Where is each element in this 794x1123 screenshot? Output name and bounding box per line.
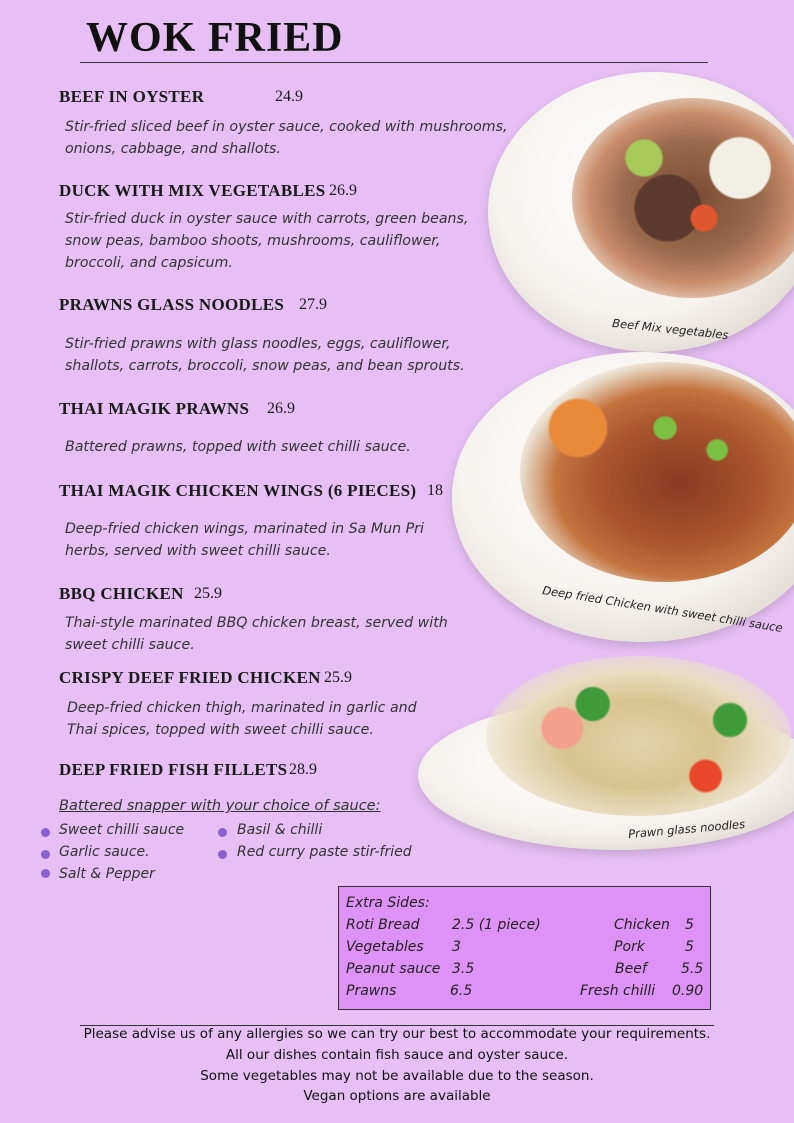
side-name: Chicken: [614, 917, 670, 933]
photo-caption: Deep fried Chicken with sweet chilli sauce: [541, 583, 784, 635]
footer-line: All our dishes contain fish sauce and oyster sauce.: [225, 1047, 569, 1063]
menu-item-name: DUCK WITH MIX VEGETABLES: [59, 181, 326, 200]
footer-line: Some vegetables may not be available due to the season.: [200, 1068, 594, 1084]
photo-caption: Beef Mix vegetables: [611, 315, 730, 343]
side-name: Pork: [614, 939, 645, 955]
side-name: Peanut sauce: [346, 961, 441, 977]
side-price: 3: [452, 939, 461, 955]
menu-item-name: THAI MAGIK CHICKEN WINGS (6 PIECES): [59, 481, 417, 500]
footer-line: Please advise us of any allergies so we can try our best to accommodate your requirements.: [83, 1026, 711, 1042]
menu-item-price: 25.9: [194, 585, 222, 602]
bullet-icon: [41, 828, 50, 837]
menu-item-name: BBQ CHICKEN: [59, 584, 184, 603]
sauce-option: Basil & chilli: [237, 822, 323, 838]
menu-item-price: 24.9: [275, 88, 303, 105]
glass-noodles-food: [486, 656, 791, 816]
menu-item-name: BEEF IN OYSTER: [59, 87, 205, 106]
menu-item-price: 28.9: [289, 761, 317, 778]
bullet-icon: [41, 869, 50, 878]
menu-item-description: Deep-fried chicken thigh, marinated in garlic and Thai spices, topped with sweet chilli sauce.: [67, 700, 417, 738]
photo-caption: Prawn glass noodles: [627, 816, 746, 842]
menu-item-description: Battered prawns, topped with sweet chilli sauce.: [65, 439, 411, 455]
side-price: 3.5: [452, 961, 475, 977]
menu-item-name: DEEP FRIED FISH FILLETS: [59, 760, 288, 779]
side-price: 2.5 (1 piece): [452, 917, 541, 933]
extra-sides-box: [338, 886, 711, 1010]
side-price: 5: [685, 917, 694, 933]
menu-item-description: Stir-fried duck in oyster sauce with carrots, green beans, snow peas, bamboo shoots, mushrooms, cauliflower, broccoli, and capsicum.: [65, 211, 469, 271]
side-price: 6.5: [450, 983, 473, 999]
menu-item-description: Deep-fried chicken wings, marinated in Sa Mun Pri herbs, served with sweet chilli sauce.: [65, 521, 424, 559]
side-price: 5: [685, 939, 694, 955]
bullet-icon: [41, 850, 50, 859]
sauce-option: Red curry paste stir-fried: [237, 844, 412, 860]
menu-item-price: 26.9: [329, 182, 357, 199]
sauce-option: Garlic sauce.: [59, 844, 150, 860]
menu-item-description: Thai-style marinated BBQ chicken breast, served with sweet chilli sauce.: [65, 615, 448, 653]
title-divider: [80, 62, 708, 63]
side-name: Vegetables: [346, 939, 424, 955]
sauce-option: Sweet chilli sauce: [59, 822, 185, 838]
side-name: Beef: [615, 961, 647, 977]
bullet-icon: [218, 828, 227, 837]
menu-item-price: 26.9: [267, 400, 295, 417]
side-name: Fresh chilli: [580, 983, 656, 999]
fried-chicken-food: [520, 362, 794, 582]
sauce-choice-heading: Battered snapper with your choice of sauce:: [59, 798, 381, 814]
sauce-option: Salt & Pepper: [59, 866, 155, 882]
menu-item-description: Stir-fried sliced beef in oyster sauce, cooked with mushrooms, onions, cabbage, and shallots.: [65, 119, 508, 157]
side-name: Roti Bread: [346, 917, 420, 933]
side-price: 5.5: [681, 961, 704, 977]
page-title: WOK FRIED: [86, 15, 344, 61]
extra-sides-title: Extra Sides:: [346, 895, 430, 911]
menu-item-name: THAI MAGIK PRAWNS: [59, 399, 250, 418]
side-price: 0.90: [672, 983, 704, 999]
menu-item-price: 27.9: [299, 296, 327, 313]
menu-item-name: CRISPY DEEF FRIED CHICKEN: [59, 668, 321, 687]
menu-item-name: PRAWNS GLASS NOODLES: [59, 295, 285, 314]
menu-item-price: 25.9: [324, 669, 352, 686]
menu-item-price: 18: [427, 482, 443, 499]
footer-line: Vegan options are available: [303, 1088, 491, 1104]
bullet-icon: [218, 850, 227, 859]
side-name: Prawns: [346, 983, 397, 999]
menu-item-description: Stir-fried prawns with glass noodles, eggs, cauliflower, shallots, carrots, broccoli, snow peas, and bean sprouts.: [65, 336, 465, 374]
